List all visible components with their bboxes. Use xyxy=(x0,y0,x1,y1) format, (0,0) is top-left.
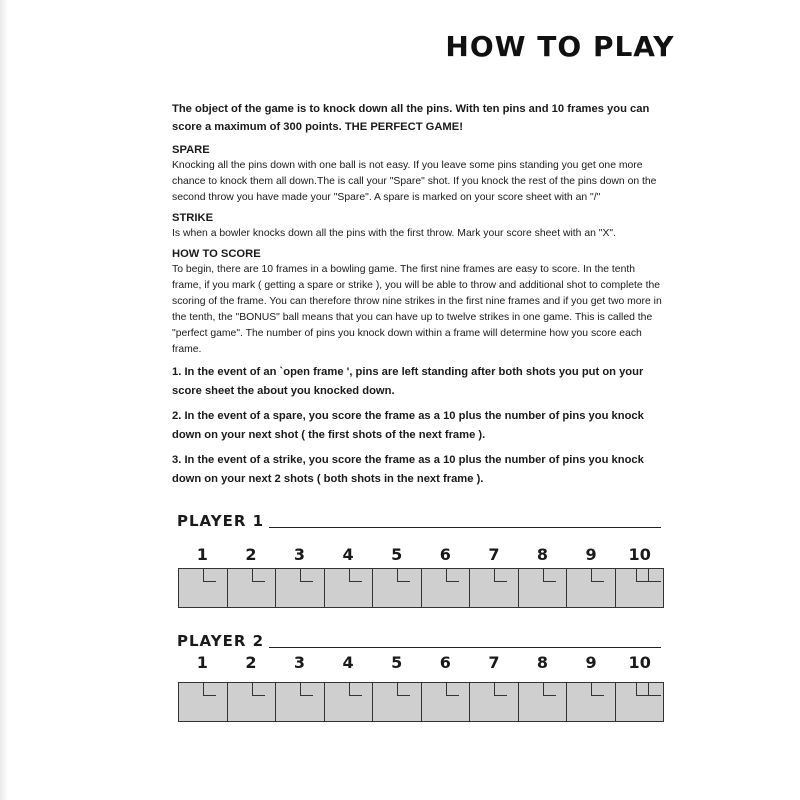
intro-paragraph: The object of the game is to knock down all the pins. With ten pins and 10 frames you can score a maximum of 300 points. THE PERFECT GAME! xyxy=(172,103,650,133)
player-2-name-line[interactable] xyxy=(269,647,661,649)
frame-number: 5 xyxy=(391,545,403,564)
frame-number: 1 xyxy=(196,653,208,672)
rule-strike: 3. In the event of a strike, you score the frame as a 10 plus the number of pins you knock down on your next 2 shots ( both shots in the next frame ). xyxy=(172,454,644,485)
player-1-name-line[interactable] xyxy=(269,527,661,529)
score-frame-6[interactable] xyxy=(422,683,471,721)
score-frame-8[interactable] xyxy=(519,683,568,721)
ball-box[interactable] xyxy=(543,683,556,696)
score-frame-2[interactable] xyxy=(228,569,277,607)
rule-open-frame: 1. In the event of an `open frame ', pins are left standing after both shots you put on your score sheet the about you knocked down. xyxy=(172,366,644,397)
how-to-score-heading: HOW TO SCORE xyxy=(172,248,261,260)
frame-number: 4 xyxy=(342,653,354,672)
player-1-label: PLAYER 1 xyxy=(177,512,265,530)
strike-text: Is when a bowler knocks down all the pins with the first throw. Mark your score sheet with an "X". xyxy=(172,228,616,239)
score-frame-4[interactable] xyxy=(325,683,374,721)
score-frame-6[interactable] xyxy=(422,569,471,607)
frame-number: 3 xyxy=(293,545,306,564)
ball-box[interactable] xyxy=(349,569,362,582)
frame-number: 6 xyxy=(439,653,451,672)
score-frame-7[interactable] xyxy=(470,569,519,607)
player-1-score-sheet xyxy=(178,568,664,608)
frame-number: 10 xyxy=(628,653,651,672)
score-frame-2[interactable] xyxy=(228,683,277,721)
ball-box[interactable] xyxy=(397,683,410,696)
score-frame-1[interactable] xyxy=(179,683,228,721)
ball-box[interactable] xyxy=(349,683,362,696)
score-frame-9[interactable] xyxy=(567,683,616,721)
frame-number: 4 xyxy=(342,545,354,564)
ball-box[interactable] xyxy=(591,683,604,696)
ball-box[interactable] xyxy=(203,569,216,582)
player-2-row xyxy=(177,632,663,652)
ball-box[interactable] xyxy=(648,683,661,696)
how-to-score-text: To begin, there are 10 frames in a bowling game. The first nine frames are easy to score. In the tenth frame, if you mark ( getting a spare or strike ), you will be able to throw and additional shot to complete the scoring of the frame. You can therefore throw nine strikes in the first nine frames and if you get two more in the tenth, the "BONUS" ball means that you can have up to twelve strikes in one game. This is called the "perfect game". The number of pins you knock down within a frame will determine how you score each frame. xyxy=(172,264,662,355)
ball-box[interactable] xyxy=(648,569,661,582)
spare-text: Knocking all the pins down with one ball is not easy. If you leave some pins standing you get one more chance to knock them all down.The is call your "Spare" shot. If you knock the rest of the pins down on the second throw you have made your "Spare". A spare is marked on your score sheet with an "/" xyxy=(172,160,657,203)
ball-box[interactable] xyxy=(543,569,556,582)
ball-box[interactable] xyxy=(397,569,410,582)
ball-box[interactable] xyxy=(494,683,507,696)
score-frame-7[interactable] xyxy=(470,683,519,721)
page-title: HOW TO PLAY xyxy=(445,30,675,63)
ball-box[interactable] xyxy=(300,683,313,696)
strike-heading: STRIKE xyxy=(172,212,214,224)
score-frame-10[interactable] xyxy=(616,683,664,721)
spare-heading: SPARE xyxy=(172,144,210,156)
ball-box[interactable] xyxy=(252,569,265,582)
frame-number: 7 xyxy=(488,653,500,672)
ball-box[interactable] xyxy=(300,569,313,582)
instructions xyxy=(172,100,664,495)
frame-number: 10 xyxy=(628,545,651,564)
score-frame-1[interactable] xyxy=(179,569,228,607)
ball-box[interactable] xyxy=(446,683,459,696)
score-frame-10[interactable] xyxy=(616,569,664,607)
score-frame-8[interactable] xyxy=(519,569,568,607)
frame-number: 8 xyxy=(536,653,549,672)
score-frame-5[interactable] xyxy=(373,569,422,607)
ball-box[interactable] xyxy=(591,569,604,582)
score-frame-9[interactable] xyxy=(567,569,616,607)
frame-number: 5 xyxy=(391,653,403,672)
frame-number: 6 xyxy=(439,545,451,564)
rule-spare: 2. In the event of a spare, you score the frame as a 10 plus the number of pins you knock down on your next shot ( the first shots of the next frame ). xyxy=(172,410,644,441)
page-edge-shadow xyxy=(0,0,8,800)
frame-number: 8 xyxy=(536,545,549,564)
player-2-frame-numbers xyxy=(178,653,664,675)
player-2-label: PLAYER 2 xyxy=(177,632,265,650)
ball-box[interactable] xyxy=(446,569,459,582)
ball-box[interactable] xyxy=(494,569,507,582)
score-frame-5[interactable] xyxy=(373,683,422,721)
score-frame-3[interactable] xyxy=(276,683,325,721)
frame-number: 9 xyxy=(585,545,597,564)
frame-number: 2 xyxy=(245,653,257,672)
frame-number: 3 xyxy=(293,653,306,672)
frame-number: 7 xyxy=(488,545,500,564)
player-1-frame-numbers xyxy=(178,545,664,567)
frame-number: 9 xyxy=(585,653,597,672)
frame-number: 1 xyxy=(196,545,208,564)
ball-box[interactable] xyxy=(203,683,216,696)
ball-box[interactable] xyxy=(252,683,265,696)
score-frame-3[interactable] xyxy=(276,569,325,607)
player-2-score-sheet xyxy=(178,682,664,722)
frame-number: 2 xyxy=(245,545,257,564)
score-frame-4[interactable] xyxy=(325,569,374,607)
player-1-row xyxy=(177,512,663,532)
